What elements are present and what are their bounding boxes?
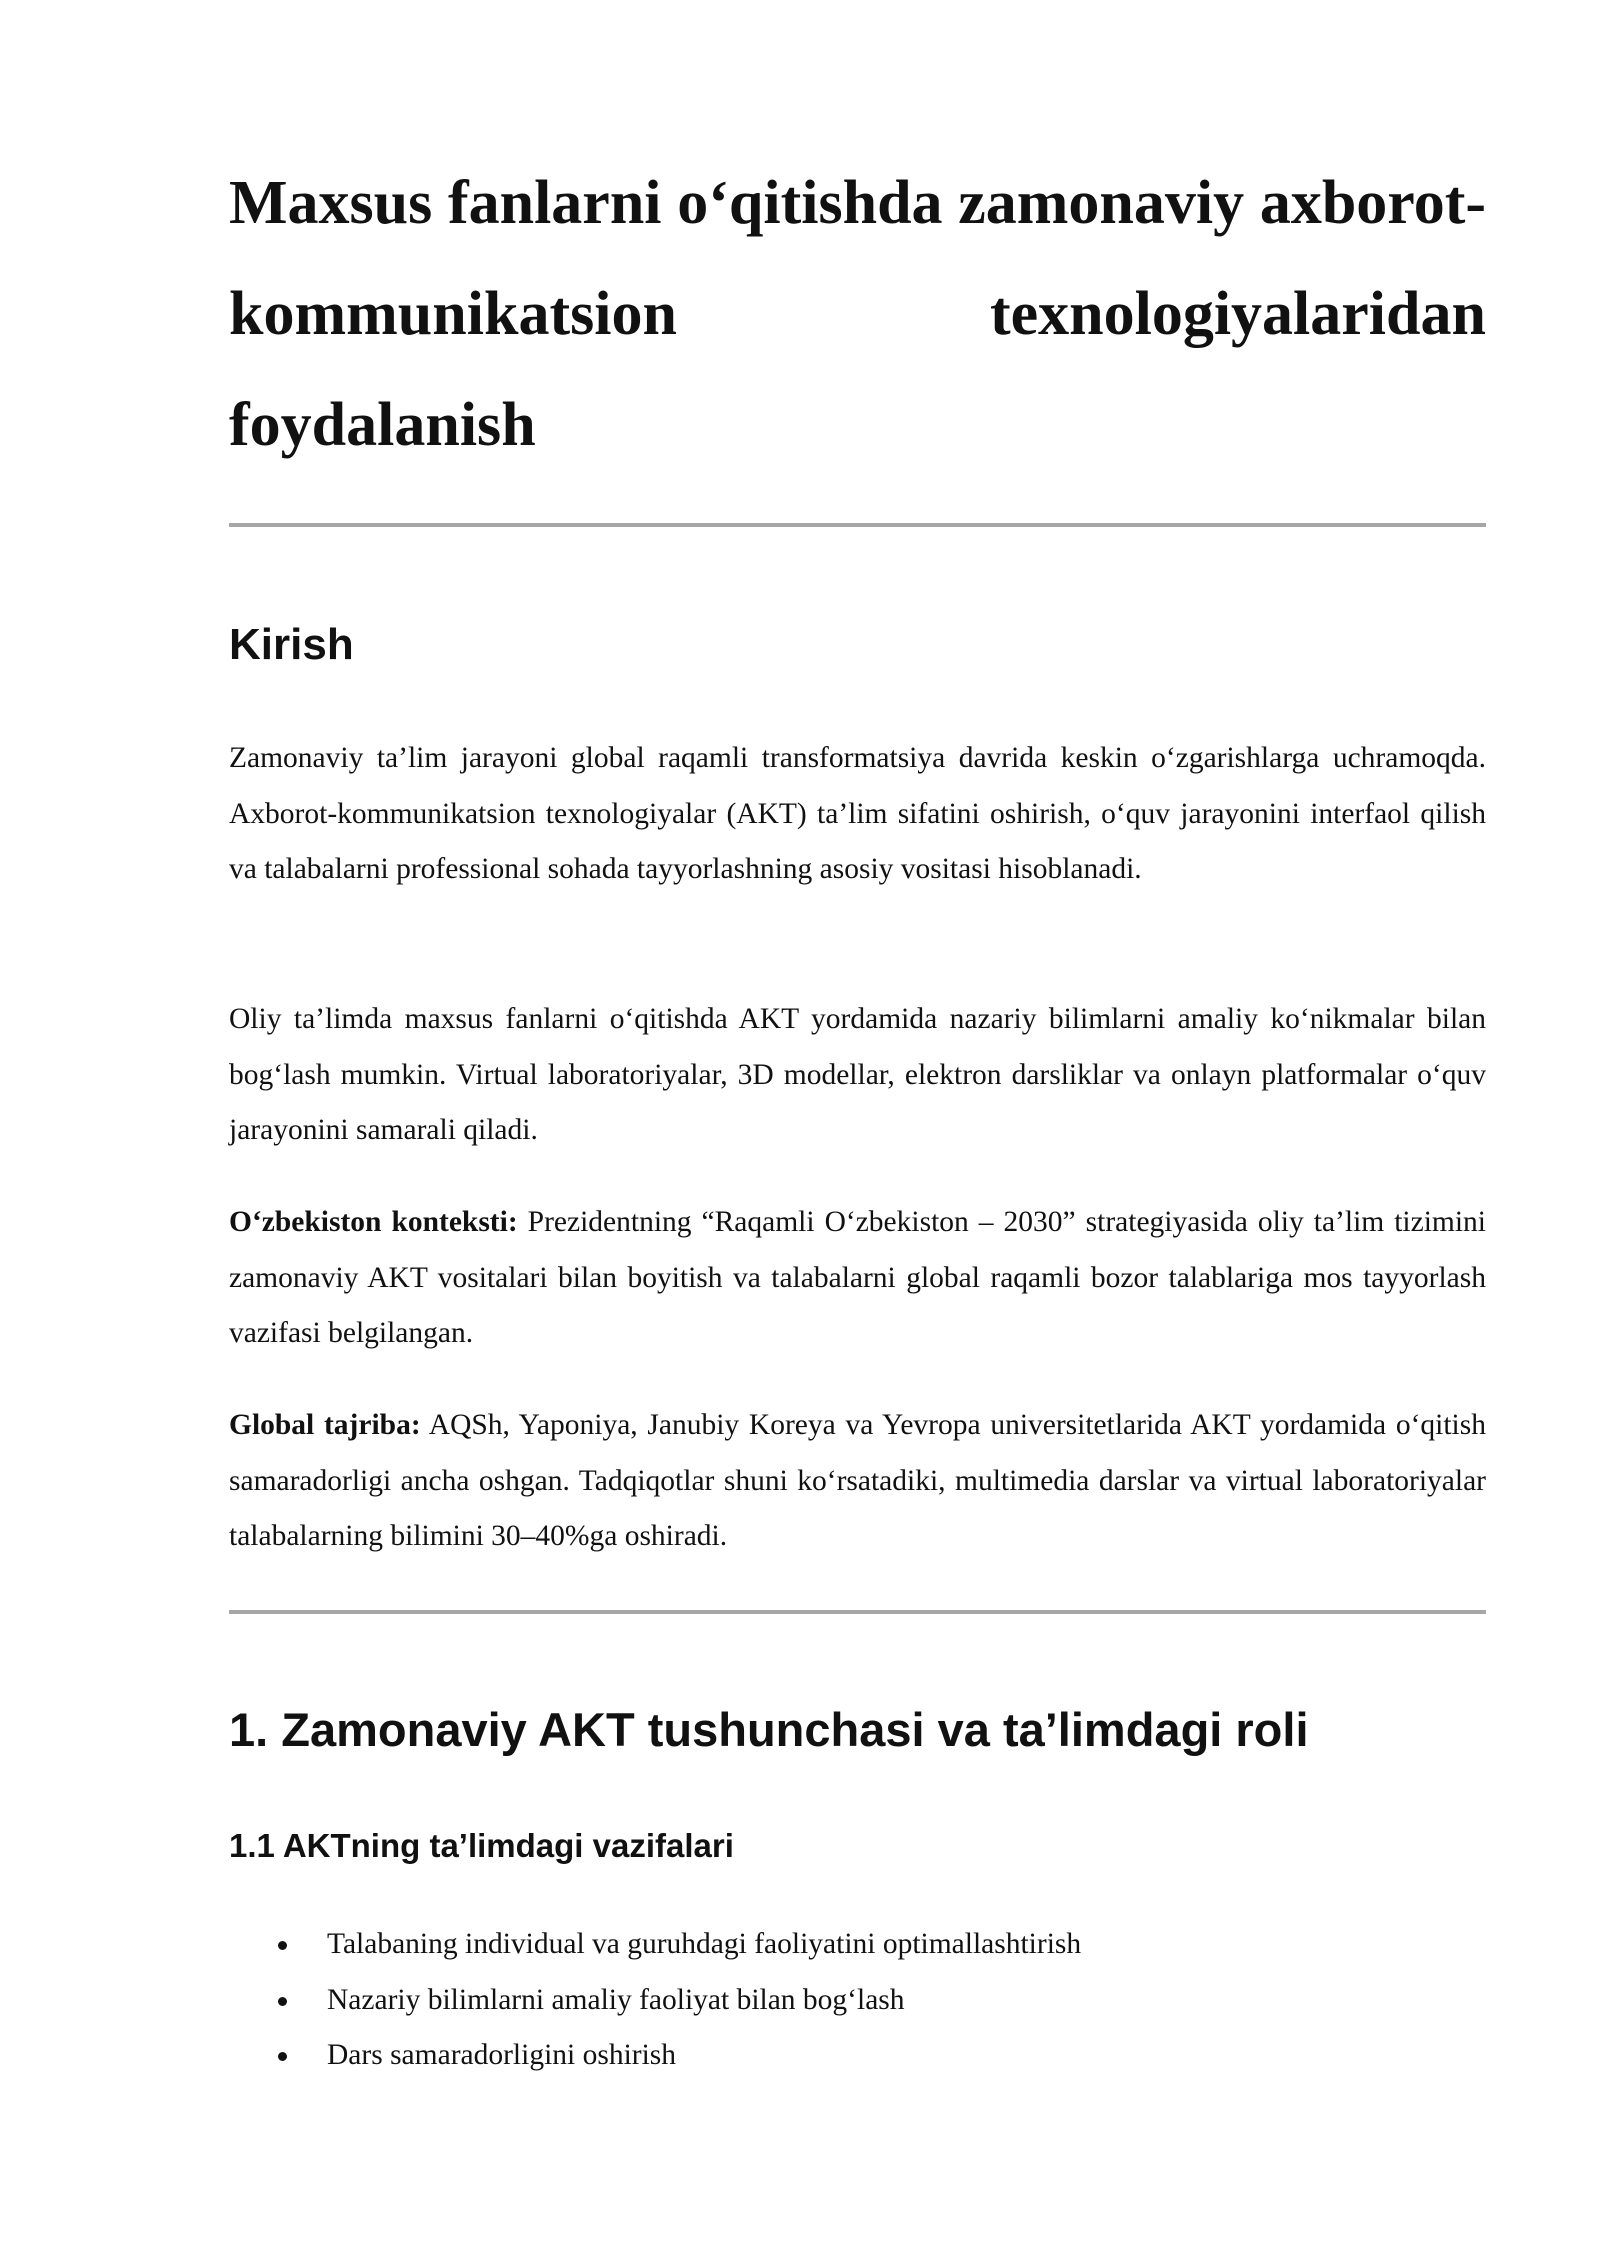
bullet-list [229, 1917, 1486, 2084]
paragraph-text: Prezidentning “Raqamli O‘zbekiston – 2030” strategiyasida oliy ta’lim tizimini zamonaviy AKT vositalari bilan boyitish va talabalarni global raqamli bozor talablariga mos tayyorlash vazifasi belgilangan. [229, 1206, 1486, 1349]
list-item [229, 1917, 1486, 1973]
bullet-icon [278, 1941, 287, 1950]
subsection-heading: 1.1 AKTning ta’limdagi vazifalari [229, 1827, 734, 1864]
paragraph-text: AQSh, Yaponiya, Janubiy Koreya va Yevropa universitetlarida AKT yordamida o‘qitish samaradorligi ancha oshgan. Tadqiqotlar shuni ko‘rsatadiki, multimedia darslar va virtual laboratoriyalar talabalarning bilimini 30–40%ga oshiradi. [229, 1409, 1486, 1552]
list-item [229, 2028, 1486, 2084]
section-divider [229, 523, 1486, 527]
uzbekistan-context-paragraph [229, 1195, 1486, 1362]
global-experience-paragraph [229, 1398, 1486, 1565]
paragraph-lead: O‘zbekiston konteksti: [229, 1206, 518, 1238]
intro-paragraph [229, 731, 1486, 898]
intro-paragraph [229, 992, 1486, 1159]
list-item-text: Dars samaradorligini oshirish [327, 2039, 677, 2071]
paragraph-text: Zamonaviy ta’lim jarayoni global raqamli transformatsiya davrida keskin o‘zgarishlarga uchramoqda. Axborot-kommunikatsion texnologiyalar (AKT) ta’lim sifatini oshirish, o‘quv jarayonini interfaol qilish va talabalarni professional sohada tayyorlashning asosiy vositasi hisoblanadi. [229, 742, 1486, 885]
bullet-icon [278, 2052, 287, 2061]
list-item-text: Nazariy bilimlarni amaliy faoliyat bilan bog‘lash [327, 1983, 905, 2016]
paragraph-lead: Global tajriba: [229, 1409, 421, 1441]
list-item-text: Talabaning individual va guruhdagi faoliyatini optimallashtirish [327, 1928, 1082, 1960]
intro-heading: Kirish [229, 620, 354, 669]
section-divider [229, 1610, 1486, 1614]
bullet-icon [278, 1997, 287, 2006]
list-item [229, 1973, 1486, 2029]
paragraph-text: Oliy ta’limda maxsus fanlarni o‘qitishda AKT yordamida nazariy bilimlarni amaliy ko‘nikmalar bilan bog‘lash mumkin. Virtual laboratoriyalar, 3D modellar, elektron darsliklar va onlayn platformalar o‘quv jarayonini samarali qiladi. [229, 1003, 1486, 1146]
section-heading: 1. Zamonaviy AKT tushunchasi va ta’limdagi roli [229, 1703, 1309, 1756]
document-title: Maxsus fanlarni o‘qitishda zamonaviy axborot-kommunikatsion texnologiyalaridan foydalanish [229, 169, 1486, 459]
